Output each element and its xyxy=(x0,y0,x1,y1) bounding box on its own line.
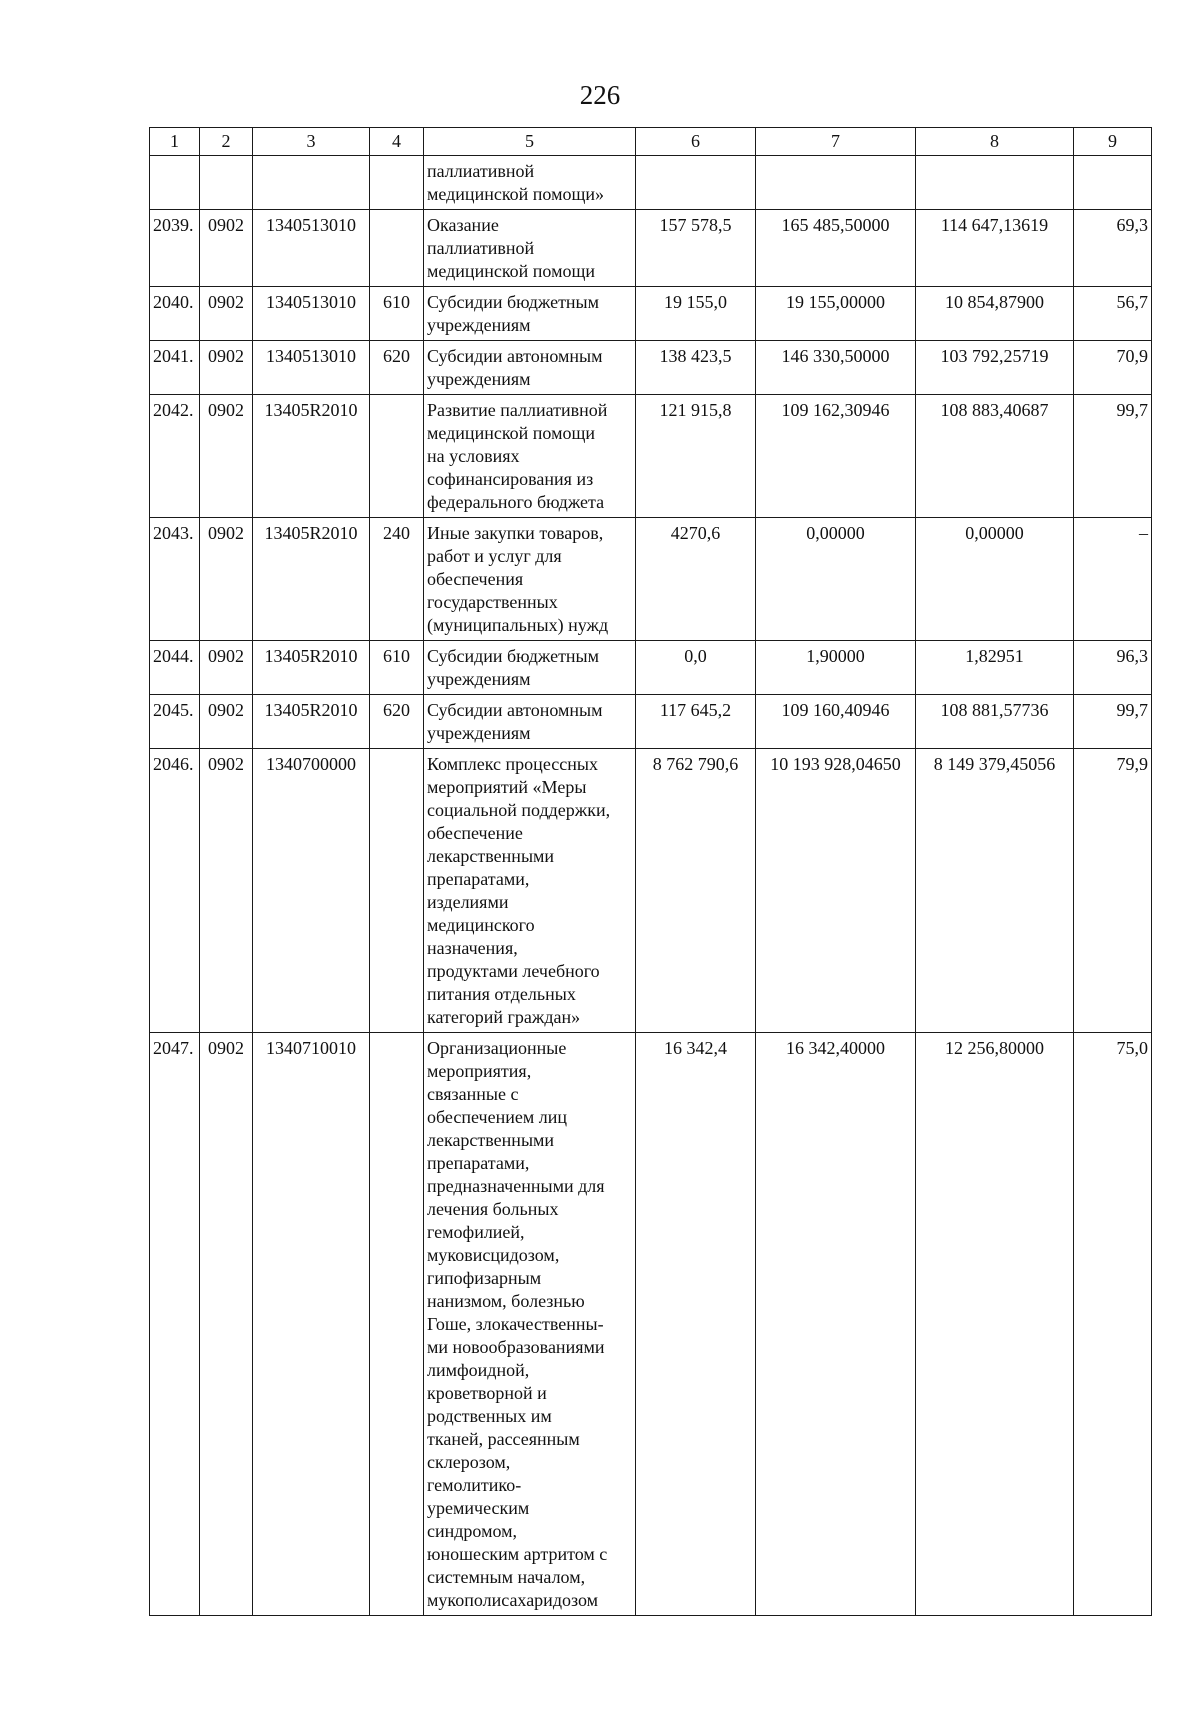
row-number: 2039. xyxy=(150,210,200,287)
target-code: 1340700000 xyxy=(253,749,370,1033)
row-number xyxy=(150,156,200,210)
value-col7: 109 160,40946 xyxy=(756,695,916,749)
item-name: Иные закупки товаров, работ и услуг для обеспечения государственных (муниципальных) нужд xyxy=(424,518,636,641)
value-col9: 70,9 xyxy=(1074,341,1152,395)
expense-type-code: 620 xyxy=(370,695,424,749)
expense-type-code xyxy=(370,1033,424,1616)
table-row xyxy=(150,210,1152,287)
value-col7 xyxy=(756,156,916,210)
table-header xyxy=(150,128,1152,156)
section-code: 0902 xyxy=(200,518,253,641)
section-code: 0902 xyxy=(200,210,253,287)
value-col7: 146 330,50000 xyxy=(756,341,916,395)
target-code: 1340513010 xyxy=(253,210,370,287)
value-col6: 16 342,4 xyxy=(636,1033,756,1616)
value-col7: 19 155,00000 xyxy=(756,287,916,341)
expense-type-code xyxy=(370,749,424,1033)
column-header: 4 xyxy=(370,128,424,156)
value-col6: 121 915,8 xyxy=(636,395,756,518)
column-header: 2 xyxy=(200,128,253,156)
column-header: 7 xyxy=(756,128,916,156)
section-code: 0902 xyxy=(200,641,253,695)
item-name: Развитие паллиативной медицинской помощи на условиях софинансирования из федерального бюджета xyxy=(424,395,636,518)
table-row xyxy=(150,287,1152,341)
value-col6: 4270,6 xyxy=(636,518,756,641)
value-col9: 96,3 xyxy=(1074,641,1152,695)
value-col9: 75,0 xyxy=(1074,1033,1152,1616)
target-code: 13405R2010 xyxy=(253,395,370,518)
section-code: 0902 xyxy=(200,695,253,749)
row-number: 2041. xyxy=(150,341,200,395)
value-col8: 10 854,87900 xyxy=(916,287,1074,341)
table-row xyxy=(150,641,1152,695)
value-col9: – xyxy=(1074,518,1152,641)
item-name: Комплекс процессных мероприятий «Меры социальной поддержки, обеспечение лекарственными препаратами, изделиями медицинского назначения, продуктами лечебного питания отдельных категорий граждан» xyxy=(424,749,636,1033)
section-code xyxy=(200,156,253,210)
row-number: 2045. xyxy=(150,695,200,749)
row-number: 2042. xyxy=(150,395,200,518)
value-col8: 1,82951 xyxy=(916,641,1074,695)
value-col6: 0,0 xyxy=(636,641,756,695)
expense-type-code: 620 xyxy=(370,341,424,395)
row-number: 2047. xyxy=(150,1033,200,1616)
table-row xyxy=(150,156,1152,210)
expense-type-code: 610 xyxy=(370,287,424,341)
target-code: 13405R2010 xyxy=(253,518,370,641)
item-name: Субсидии автономным учреждениям xyxy=(424,695,636,749)
value-col6: 157 578,5 xyxy=(636,210,756,287)
value-col8: 108 881,57736 xyxy=(916,695,1074,749)
section-code: 0902 xyxy=(200,341,253,395)
value-col9: 56,7 xyxy=(1074,287,1152,341)
column-header: 8 xyxy=(916,128,1074,156)
expense-type-code: 610 xyxy=(370,641,424,695)
column-header: 6 xyxy=(636,128,756,156)
value-col6: 19 155,0 xyxy=(636,287,756,341)
value-col7: 16 342,40000 xyxy=(756,1033,916,1616)
section-code: 0902 xyxy=(200,287,253,341)
column-header: 3 xyxy=(253,128,370,156)
value-col9: 69,3 xyxy=(1074,210,1152,287)
value-col9: 79,9 xyxy=(1074,749,1152,1033)
item-name: паллиативной медицинской помощи» xyxy=(424,156,636,210)
expense-type-code xyxy=(370,156,424,210)
column-header: 9 xyxy=(1074,128,1152,156)
table-body xyxy=(150,156,1152,1616)
row-number: 2043. xyxy=(150,518,200,641)
target-code: 13405R2010 xyxy=(253,695,370,749)
section-code: 0902 xyxy=(200,395,253,518)
table-row xyxy=(150,695,1152,749)
value-col6: 138 423,5 xyxy=(636,341,756,395)
table-row xyxy=(150,1033,1152,1616)
value-col9 xyxy=(1074,156,1152,210)
value-col7: 1,90000 xyxy=(756,641,916,695)
value-col7: 10 193 928,04650 xyxy=(756,749,916,1033)
expense-type-code xyxy=(370,395,424,518)
row-number: 2046. xyxy=(150,749,200,1033)
target-code: 1340513010 xyxy=(253,341,370,395)
target-code: 1340513010 xyxy=(253,287,370,341)
value-col8: 103 792,25719 xyxy=(916,341,1074,395)
value-col8: 114 647,13619 xyxy=(916,210,1074,287)
item-name: Субсидии автономным учреждениям xyxy=(424,341,636,395)
column-header: 1 xyxy=(150,128,200,156)
item-name: Субсидии бюджетным учреждениям xyxy=(424,287,636,341)
value-col6 xyxy=(636,156,756,210)
item-name: Субсидии бюджетным учреждениям xyxy=(424,641,636,695)
table-row xyxy=(150,518,1152,641)
section-code: 0902 xyxy=(200,749,253,1033)
target-code xyxy=(253,156,370,210)
section-code: 0902 xyxy=(200,1033,253,1616)
item-name: Организационные мероприятия, связанные с обеспечением лиц лекарственными препаратами, предназначенными для лечения больных гемофилией, муковисцидозом, гипофизарным нанизмом, болезнью Гоше, злокачественны- ми новообразованиями лимфоидной, кроветворной и родственных им тканей, рассеянным склерозом, гемолитико- уремическим синдромом, юношеским артритом с системным началом, мукополисахаридозом xyxy=(424,1033,636,1616)
page-number: 226 xyxy=(579,80,621,110)
value-col7: 109 162,30946 xyxy=(756,395,916,518)
value-col8 xyxy=(916,156,1074,210)
table-row xyxy=(150,341,1152,395)
column-header: 5 xyxy=(424,128,636,156)
header-row xyxy=(150,128,1152,156)
value-col6: 8 762 790,6 xyxy=(636,749,756,1033)
expense-type-code xyxy=(370,210,424,287)
item-name: Оказание паллиативной медицинской помощи xyxy=(424,210,636,287)
value-col9: 99,7 xyxy=(1074,695,1152,749)
value-col7: 165 485,50000 xyxy=(756,210,916,287)
target-code: 13405R2010 xyxy=(253,641,370,695)
table-row xyxy=(150,749,1152,1033)
value-col8: 0,00000 xyxy=(916,518,1074,641)
value-col7: 0,00000 xyxy=(756,518,916,641)
table-row xyxy=(150,395,1152,518)
row-number: 2040. xyxy=(150,287,200,341)
budget-table xyxy=(149,127,1152,1616)
expense-type-code: 240 xyxy=(370,518,424,641)
row-number: 2044. xyxy=(150,641,200,695)
value-col8: 12 256,80000 xyxy=(916,1033,1074,1616)
value-col6: 117 645,2 xyxy=(636,695,756,749)
value-col9: 99,7 xyxy=(1074,395,1152,518)
value-col8: 108 883,40687 xyxy=(916,395,1074,518)
target-code: 1340710010 xyxy=(253,1033,370,1616)
value-col8: 8 149 379,45056 xyxy=(916,749,1074,1033)
